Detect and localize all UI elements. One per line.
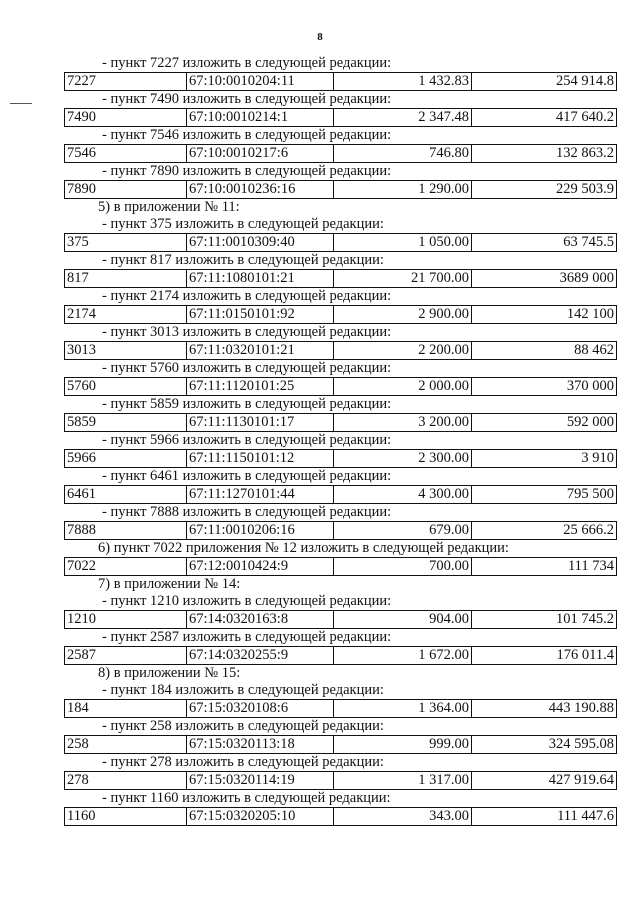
item-number-cell: 2174	[65, 306, 187, 324]
cadastral-number-cell: 67:15:0320113:18	[187, 736, 334, 754]
table-row	[64, 699, 617, 718]
item-number-cell: 817	[65, 270, 187, 288]
area-cell: 1 432.83	[334, 73, 472, 91]
item-number-cell: 3013	[65, 342, 187, 360]
amendment-line: - пункт 2174 изложить в следующей редакции:	[102, 288, 392, 304]
amendment-line: - пункт 817 изложить в следующей редакции:	[102, 252, 384, 268]
item-number-cell: 7888	[65, 522, 187, 540]
area-cell: 343.00	[334, 808, 472, 826]
table-row	[64, 108, 617, 127]
table-row	[64, 485, 617, 504]
table-row	[64, 521, 617, 540]
item-number-cell: 258	[65, 736, 187, 754]
amendment-line: - пункт 5859 изложить в следующей редакции:	[102, 396, 392, 412]
value-cell: 427 919.64	[472, 772, 617, 790]
item-number-cell: 375	[65, 234, 187, 252]
amendment-line: - пункт 375 изложить в следующей редакции:	[102, 216, 384, 232]
amendment-line: - пункт 7227 изложить в следующей редакции:	[102, 55, 392, 71]
cadastral-number-cell: 67:11:0010206:16	[187, 522, 334, 540]
item-number-cell: 7890	[65, 181, 187, 199]
area-cell: 1 050.00	[334, 234, 472, 252]
table-row	[64, 557, 617, 576]
document-body	[64, 55, 617, 826]
table-row	[64, 413, 617, 432]
area-cell: 2 300.00	[334, 450, 472, 468]
area-cell: 2 000.00	[334, 378, 472, 396]
area-cell: 2 347.48	[334, 109, 472, 127]
amendment-line: - пункт 1160 изложить в следующей редакции:	[102, 790, 391, 806]
table-row	[64, 269, 617, 288]
area-cell: 700.00	[334, 558, 472, 576]
area-cell: 21 700.00	[334, 270, 472, 288]
value-cell: 176 011.4	[472, 647, 617, 665]
area-cell: 4 300.00	[334, 486, 472, 504]
section-heading: 8) в приложении № 15:	[98, 665, 241, 681]
table-row	[64, 180, 617, 199]
item-number-cell: 184	[65, 700, 187, 718]
cadastral-number-cell: 67:11:1270101:44	[187, 486, 334, 504]
area-cell: 1 317.00	[334, 772, 472, 790]
cadastral-number-cell: 67:11:1130101:17	[187, 414, 334, 432]
item-number-cell: 7022	[65, 558, 187, 576]
value-cell: 254 914.8	[472, 73, 617, 91]
value-cell: 370 000	[472, 378, 617, 396]
table-row	[64, 341, 617, 360]
table-row	[64, 233, 617, 252]
amendment-line: - пункт 7890 изложить в следующей редакции:	[102, 163, 392, 179]
item-number-cell: 1160	[65, 808, 187, 826]
item-number-cell: 7227	[65, 73, 187, 91]
value-cell: 101 745.2	[472, 611, 617, 629]
value-cell: 229 503.9	[472, 181, 617, 199]
cadastral-number-cell: 67:11:1150101:12	[187, 450, 334, 468]
value-cell: 111 447.6	[472, 808, 617, 826]
amendment-line: - пункт 2587 изложить в следующей редакции:	[102, 629, 392, 645]
table-row	[64, 305, 617, 324]
value-cell: 25 666.2	[472, 522, 617, 540]
amendment-line: - пункт 258 изложить в следующей редакции:	[102, 718, 384, 734]
item-number-cell: 2587	[65, 647, 187, 665]
table-row	[64, 610, 617, 629]
table-row	[64, 771, 617, 790]
item-number-cell: 5859	[65, 414, 187, 432]
cadastral-number-cell: 67:15:0320205:10	[187, 808, 334, 826]
value-cell: 142 100	[472, 306, 617, 324]
area-cell: 1 672.00	[334, 647, 472, 665]
cadastral-number-cell: 67:15:0320114:19	[187, 772, 334, 790]
item-number-cell: 6461	[65, 486, 187, 504]
value-cell: 111 734	[472, 558, 617, 576]
value-cell: 132 863.2	[472, 145, 617, 163]
cadastral-number-cell: 67:14:0320255:9	[187, 647, 334, 665]
area-cell: 679.00	[334, 522, 472, 540]
area-cell: 2 200.00	[334, 342, 472, 360]
table-row	[64, 735, 617, 754]
value-cell: 324 595.08	[472, 736, 617, 754]
value-cell: 795 500	[472, 486, 617, 504]
value-cell: 88 462	[472, 342, 617, 360]
cadastral-number-cell: 67:15:0320108:6	[187, 700, 334, 718]
cadastral-number-cell: 67:10:0010236:16	[187, 181, 334, 199]
item-number-cell: 1210	[65, 611, 187, 629]
amendment-line: - пункт 7490 изложить в следующей редакции:	[102, 91, 392, 107]
cadastral-number-cell: 67:10:0010204:11	[187, 73, 334, 91]
area-cell: 904.00	[334, 611, 472, 629]
area-cell: 3 200.00	[334, 414, 472, 432]
section-heading: 6) пункт 7022 приложения № 12 изложить в следующей редакции:	[98, 540, 509, 556]
item-number-cell: 278	[65, 772, 187, 790]
item-number-cell: 7490	[65, 109, 187, 127]
cadastral-number-cell: 67:10:0010214:1	[187, 109, 334, 127]
amendment-line: - пункт 7546 изложить в следующей редакции:	[102, 127, 392, 143]
cadastral-number-cell: 67:11:0150101:92	[187, 306, 334, 324]
amendment-line: - пункт 278 изложить в следующей редакции:	[102, 754, 384, 770]
cadastral-number-cell: 67:11:1080101:21	[187, 270, 334, 288]
area-cell: 1 364.00	[334, 700, 472, 718]
table-row	[64, 377, 617, 396]
amendment-line: - пункт 5760 изложить в следующей редакции:	[102, 360, 392, 376]
area-cell: 1 290.00	[334, 181, 472, 199]
value-cell: 417 640.2	[472, 109, 617, 127]
item-number-cell: 5760	[65, 378, 187, 396]
value-cell: 3689 000	[472, 270, 617, 288]
cadastral-number-cell: 67:14:0320163:8	[187, 611, 334, 629]
cadastral-number-cell: 67:12:0010424:9	[187, 558, 334, 576]
table-row	[64, 449, 617, 468]
amendment-line: - пункт 5966 изложить в следующей редакции:	[102, 432, 392, 448]
table-row	[64, 144, 617, 163]
value-cell: 3 910	[472, 450, 617, 468]
table-row	[64, 72, 617, 91]
section-heading: 7) в приложении № 14:	[98, 576, 241, 592]
cadastral-number-cell: 67:11:0320101:21	[187, 342, 334, 360]
value-cell: 443 190.88	[472, 700, 617, 718]
cadastral-number-cell: 67:11:1120101:25	[187, 378, 334, 396]
table-row	[64, 646, 617, 665]
item-number-cell: 5966	[65, 450, 187, 468]
section-heading: 5) в приложении № 11:	[98, 199, 240, 215]
value-cell: 63 745.5	[472, 234, 617, 252]
page-number: 8	[317, 31, 323, 43]
cadastral-number-cell: 67:10:0010217:6	[187, 145, 334, 163]
amendment-line: - пункт 1210 изложить в следующей редакции:	[102, 593, 392, 609]
amendment-line: - пункт 184 изложить в следующей редакции:	[102, 682, 384, 698]
area-cell: 999.00	[334, 736, 472, 754]
amendment-line: - пункт 3013 изложить в следующей редакции:	[102, 324, 392, 340]
amendment-line: - пункт 7888 изложить в следующей редакции:	[102, 504, 392, 520]
item-number-cell: 7546	[65, 145, 187, 163]
area-cell: 2 900.00	[334, 306, 472, 324]
value-cell: 592 000	[472, 414, 617, 432]
area-cell: 746.80	[334, 145, 472, 163]
cadastral-number-cell: 67:11:0010309:40	[187, 234, 334, 252]
margin-mark	[10, 103, 32, 104]
table-row	[64, 807, 617, 826]
amendment-line: - пункт 6461 изложить в следующей редакции:	[102, 468, 392, 484]
